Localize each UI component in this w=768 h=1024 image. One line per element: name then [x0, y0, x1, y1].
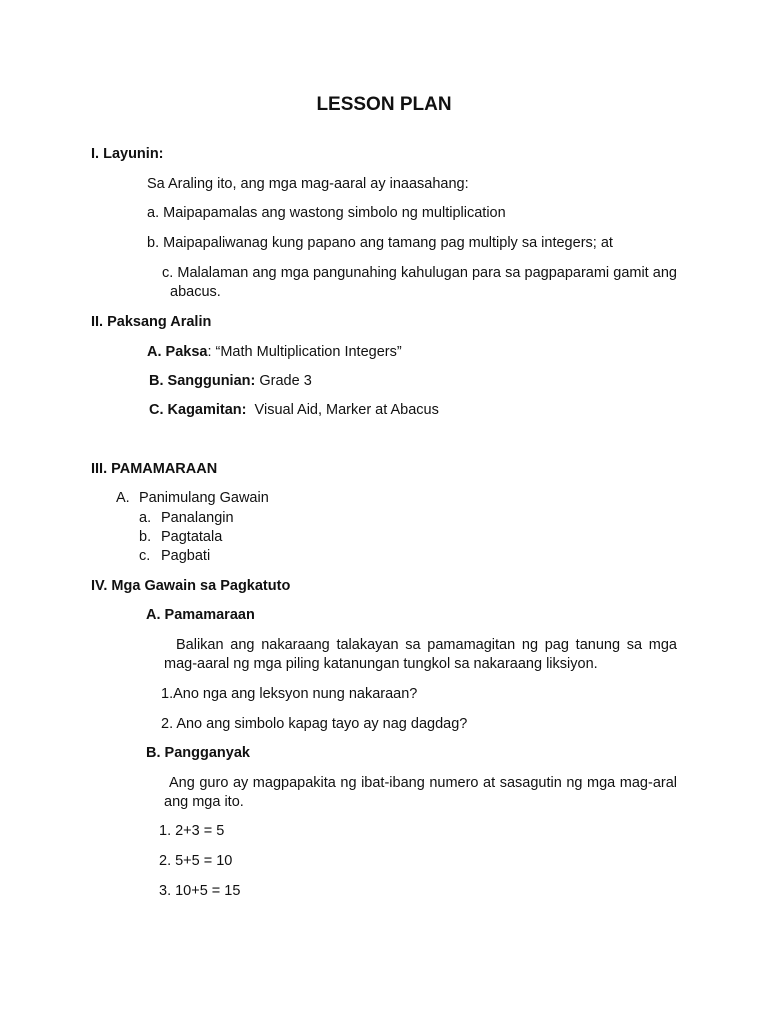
paksa-value: : “Math Multiplication Integers”	[207, 344, 402, 360]
objective-c-text: c. Malalaman ang mga pangunahing kahulugan para sa pagpaparami gamit ang abacus.	[162, 265, 677, 300]
pangganyak-heading: B. Pangganyak	[146, 745, 250, 761]
kagamitan-line	[149, 401, 439, 419]
question-1: 1.Ano nga ang leksyon nung nakaraan?	[161, 686, 418, 702]
objective-b: b. Maipapaliwanag kung papano ang tamang pag multiply sa integers; at	[147, 235, 613, 251]
section-3-heading: III. PAMAMARAAN	[91, 461, 218, 477]
paksa-line	[147, 343, 402, 361]
question-2: 2. Ano ang simbolo kapag tayo ay nag dagdag?	[161, 716, 468, 732]
list-item-pagbati: Pagbati	[161, 548, 211, 564]
objective-a: a. Maipapamalas ang wastong simbolo ng multiplication	[147, 205, 506, 221]
list-marker-c: c.	[139, 548, 151, 564]
panimula-marker: A.	[116, 490, 130, 506]
objectives-intro: Sa Araling ito, ang mga mag-aaral ay inaasahang:	[147, 176, 469, 192]
section-1-heading: I. Layunin:	[91, 146, 164, 162]
panimula-label: Panimulang Gawain	[139, 490, 269, 506]
sanggunian-label: B. Sanggunian:	[149, 373, 256, 389]
kagamitan-label: C. Kagamitan:	[149, 402, 247, 418]
list-marker-a: a.	[139, 510, 152, 526]
example-1: 1. 2+3 = 5	[159, 823, 225, 839]
pangganyak-paragraph: Ang guro ay magpapakita ng ibat-ibang numero at sasagutin ng mga mag-aral ang mga ito.	[164, 775, 677, 810]
kagamitan-value: Visual Aid, Marker at Abacus	[246, 402, 439, 418]
list-marker-b: b.	[139, 529, 152, 545]
paksa-label: A. Paksa	[147, 344, 208, 360]
sanggunian-line	[149, 372, 312, 390]
example-3: 3. 10+5 = 15	[159, 883, 241, 899]
example-2: 2. 5+5 = 10	[159, 853, 233, 869]
list-item-panalangin: Panalangin	[161, 510, 234, 526]
pamamaraan-paragraph: Balikan ang nakaraang talakayan sa pamamagitan ng pag tanung sa mga mag-aaral ng mga piling katanungan tungkol sa nakaraang liksiyon.	[164, 637, 677, 672]
section-2-heading: II. Paksang Aralin	[91, 314, 212, 330]
pamamaraan-heading: A. Pamamaraan	[146, 607, 255, 623]
sanggunian-value: Grade 3	[255, 373, 312, 389]
section-4-heading: IV. Mga Gawain sa Pagkatuto	[91, 578, 291, 594]
objective-c	[162, 264, 677, 302]
page-title: LESSON PLAN	[316, 94, 452, 115]
list-item-pagtatala: Pagtatala	[161, 529, 223, 545]
